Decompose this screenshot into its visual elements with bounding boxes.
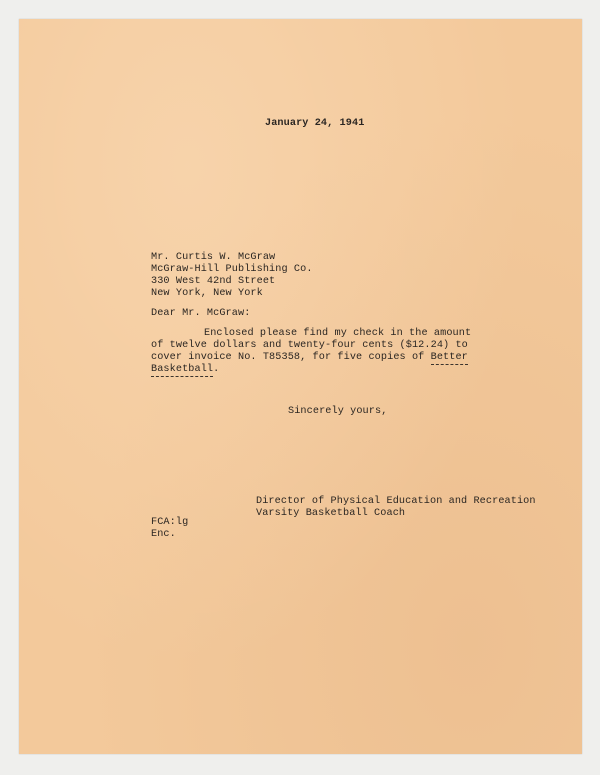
reference-initials: FCA:lg — [151, 517, 189, 528]
enclosure-note: Enc. — [151, 529, 176, 540]
recipient-street: 330 West 42nd Street — [151, 276, 276, 287]
body-line-4-punct: . — [213, 364, 220, 375]
recipient-city: New York, New York — [151, 288, 263, 299]
body-line-4 — [151, 364, 219, 376]
closing: Sincerely yours, — [288, 406, 388, 417]
book-title-part-2: Basketball — [151, 364, 214, 375]
signature-title: Director of Physical Education and Recreation — [256, 496, 536, 507]
body-line-3 — [151, 352, 468, 364]
body-line-3-text: cover invoice No. T85358, for five copies of — [151, 352, 431, 363]
signature-subtitle: Varsity Basketball Coach — [256, 508, 406, 519]
book-title-part-1: Better — [430, 352, 468, 363]
recipient-name: Mr. Curtis W. McGraw — [151, 252, 276, 263]
salutation: Dear Mr. McGraw: — [151, 308, 251, 319]
body-line-1: Enclosed please find my check in the amount — [204, 328, 472, 339]
letter-date: January 24, 1941 — [265, 118, 365, 129]
recipient-company: McGraw-Hill Publishing Co. — [151, 264, 313, 275]
body-line-2: of twelve dollars and twenty-four cents ($12.24) to — [151, 340, 468, 351]
